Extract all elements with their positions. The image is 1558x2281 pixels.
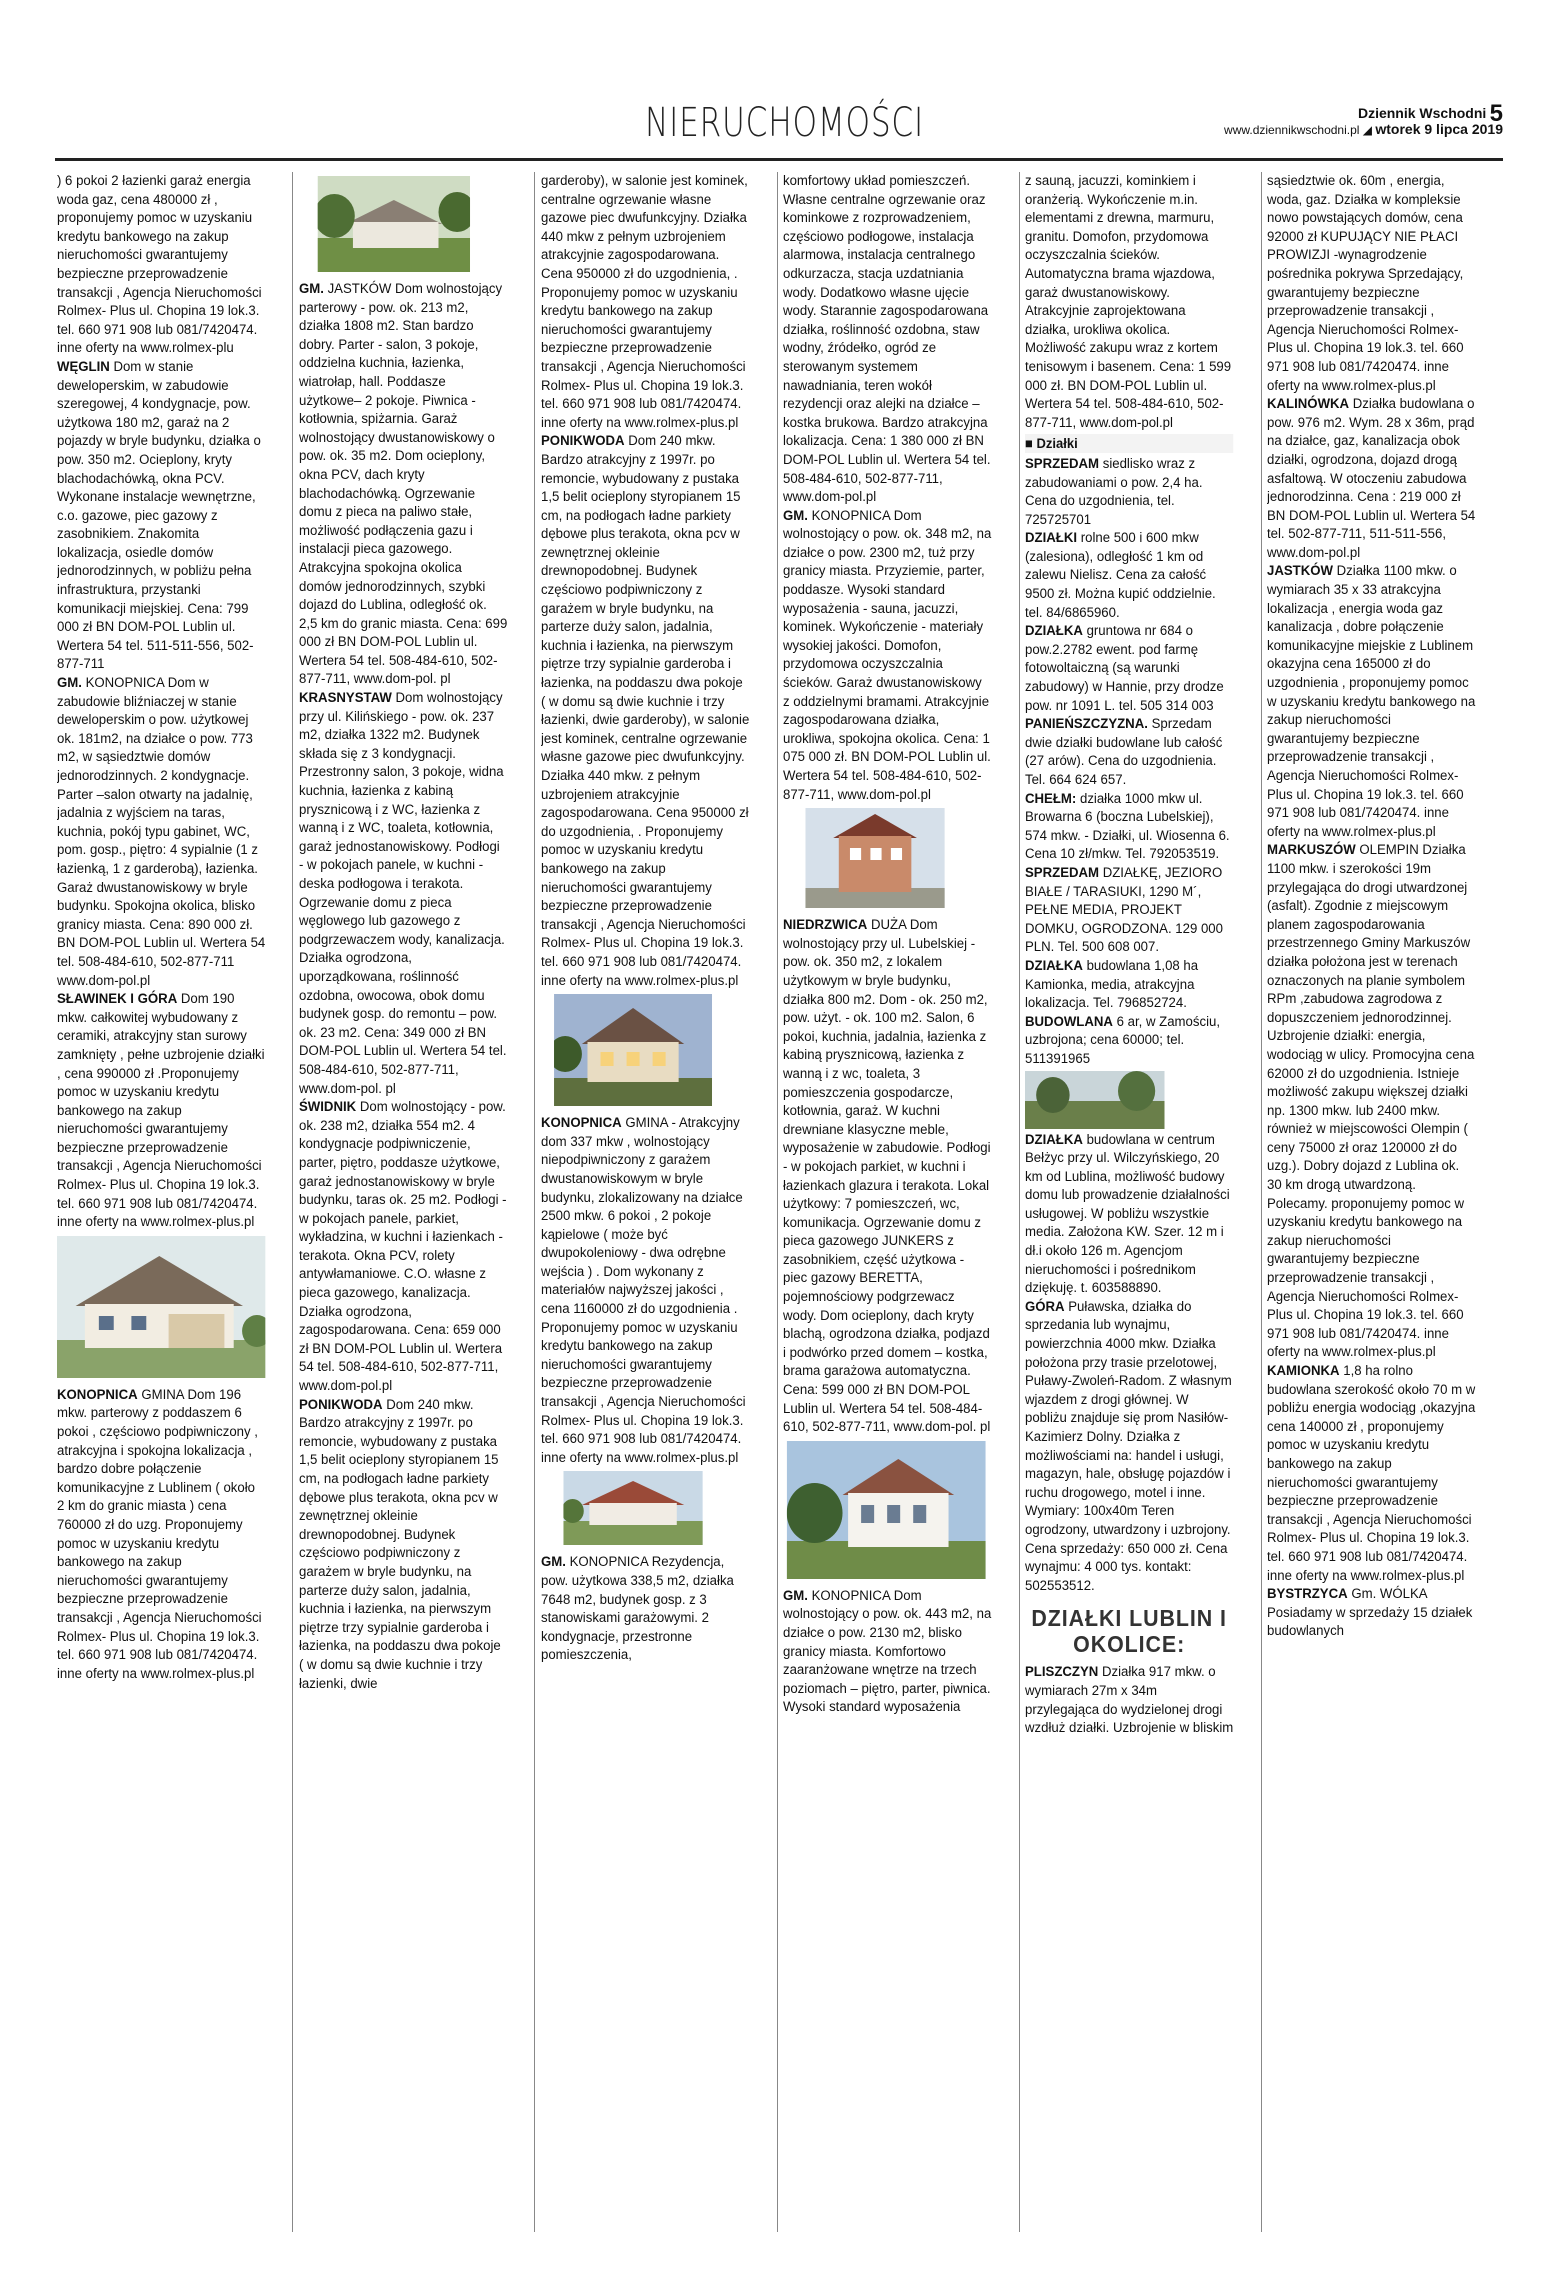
listing: GM. KONOPNICA Rezydencja, pow. użytkowa 338,5 m2, działka 7648 m2, budynek gosp. z 3 stanowiskami garażowymi. 2 kondygnacje, przestronne pomieszczenia,	[541, 1554, 734, 1664]
house-photo	[57, 1236, 265, 1378]
listing-text: sąsiedztwie ok. 60m , energia, woda, gaz. Działka w kompleksie nowo powstających domów, cena 92000 zł KUPUJĄCY NIE PŁACI PROWIZJI -wynagrodzenie pośrednika pokrywa Sprzedający, gwarantujemy bezpieczne przeprowadzenie transakcji , Agencja Nieruchomości Rolmex- Plus ul. Chopina 19 lok.3. tel. 660 971 908 lub 081/7420474. inne oferty na www.rolmex-plus.pl	[1267, 173, 1464, 394]
listing: KAMIONKA 1,8 ha rolno budowlana szerokość około 70 m w pobliżu energia wodociąg ,okazyjna cena 140000 zł , proponujemy pomoc w uzyskaniu kredytu bankowego na zakup nieruchomości gwarantujemy bezpieczne przeprowadzenie transakcji , Agencja Nieruchomości Rolmex- Plus ul. Chopina 19 lok.3. tel. 660 971 908 lub 081/7420474. inne oferty na www.rolmex-plus.pl	[1267, 1363, 1476, 1584]
listing: PANIEŃSZCZYZNA. Sprzedam dwie działki budowlane lub całość (27 arów). Cena do uzgodnienia. Tel. 664 624 657.	[1025, 716, 1223, 788]
column-5	[1025, 172, 1233, 2232]
listing-text: komfortowy układ pomieszczeń. Własne centralne ogrzewanie oraz kominkowe z rozprowadzeniem, częściowo podłogowe, instalacja alarmowa, instalacja centralnego odkurzacza, stacja uzdatniania wody. Dodatkowo własne ujęcie wody. Starannie zagospodarowana działka, roślinność ozdobna, staw wodny, źródełko, ogród ze sterowanym systemem nawadniania, teren wokół rezydencji oraz alejki na działce – kostka brukowa. Bardzo atrakcyjna lokalizacja. Cena: 1 380 000 zł BN DOM-POL Lublin ul. Wertera 54 tel. 508-484-610, 502-877-711, www.dom-pol.pl	[783, 173, 991, 506]
listing: KRASNYSTAW Dom wolnostojący przy ul. Kilińskiego - pow. ok. 237 m2, działka 1322 m2. Budynek składa się z 3 kondygnacji. Przestronny salon, 3 pokoje, widna kuchnia, łazienka z kabiną prysznicową i z WC, łazienka z wanną i z WC, toaleta, kotłownia, garaż jednostanowiskowy. Podłogi - w pokojach panele, w kuchni - deska podłogowa i terakota. Ogrzewanie domu z pieca węglowego lub gazowego z podgrzewaczem wody, kanalizacja. Działka ogrodzona, uporządkowana, roślinność ozdobna, owocowa, obok domu budynek gosp. do remontu – pow. ok. 23 m2. Cena: 349 000 zł BN DOM-POL Lublin ul. Wertera 54 tel. 508-484-610, 502-877-711, www.dom-pol. pl	[299, 690, 507, 1097]
issue-date: wtorek 9 lipca 2019	[1375, 121, 1503, 137]
section-header: ■ Działki	[1025, 434, 1233, 453]
section-heading: DZIAŁKI LUBLIN I OKOLICE:	[1031, 1605, 1227, 1658]
column-6	[1267, 172, 1475, 2232]
brand-block	[1224, 100, 1503, 138]
house-photo	[787, 1441, 986, 1579]
header-rule	[55, 158, 1503, 161]
listing: PONIKWODA Dom 240 mkw. Bardzo atrakcyjny z 1997r. po remoncie, wybudowany z pustaka 1,5 belit ocieplony styropianem 15 cm, na podłogach ładne parkiety dębowe plus terakota, okna pcv w zewnętrznej okleinie drewnopodobnej. Budynek częściowo podpiwniczony z garażem w bryle budynku, na parterze duży salon, jadalnia, kuchnia i łazienka, na pierwszym piętrze trzy sypialnie garderoba i łazienka, na poddaszu dwa pokoje ( w domu są dwie kuchnie i trzy łazienki, dwie garderoby), w salonie jest kominek, centralne ogrzewanie własne gazowe piec dwufunkcyjny. Działka 440 mkw. z pełnym uzbrojeniem atrakcyjnie zagospodarowana. Cena 950000 zł do uzgodnienia, . Proponujemy pomoc w uzyskaniu kredytu bankowego na zakup nieruchomości gwarantujemy bezpieczne przeprowadzenie transakcji , Agencja Nieruchomości Rolmex- Plus ul. Chopina 19 lok.3. tel. 660 971 908 lub 081/7420474. inne oferty na www.rolmex-plus.pl	[541, 433, 750, 989]
listing: WĘGLIN Dom w stanie deweloperskim, w zabudowie szeregowej, 4 kondygnacje, pow. użytkowa 180 m2, garaż na 2 pojazdy w bryle budynku, działka o pow. 350 m2. Ocieplony, kryty blachodachówką, okna PCV. Wykonane instalacje wewnętrzne, c.o. gazowe, piec gazowy z zasobnikiem. Znakomita lokalizacja, osiedle domów jednorodzinnych, w pobliżu pełna infrastruktura, przystanki komunikacji miejskiej. Cena: 799 000 zł BN DOM-POL Lublin ul. Wertera 54 tel. 511-511-556, 502-877-711	[57, 358, 261, 673]
land-photo	[1025, 1071, 1165, 1129]
section-title: NIERUCHOMOŚCI	[645, 100, 924, 146]
newspaper-name: Dziennik Wschodni	[1357, 105, 1487, 121]
listing: ŚWIDNIK Dom wolnostojący - pow. ok. 238 m2, działka 554 m2. 4 kondygnacje podpiwniczenie, parter, piętro, poddasze użytkowe, garaż jednostanowiskowy w bryle budynku, taras ok. 25 m2. Podłogi - w pokojach panele, parkiet, wykładzina, w kuchni i łazienkach - terakota. Okna PCV, rolety antywłamaniowe. C.O. własne z pieca gazowego, kanalizacja. Działka ogrodzona, zagospodarowana. Cena: 659 000 zł BN DOM-POL Lublin ul. Wertera 54 tel. 508-484-610, 502-877-711, www.dom-pol.pl	[299, 1099, 507, 1395]
listing: KONOPNICA GMINA Dom 196 mkw. parterowy z poddaszem 6 pokoi , częściowo podpiwniczony , atrakcyjna i spokojna lokalizacja , bardzo dobre połączenie komunikacyjne z Lublinem ( około 2 km do granic miasta ) cena 760000 zł do uzg. Proponujemy pomoc w uzyskaniu kredytu bankowego na zakup nieruchomości gwarantujemy bezpieczne przeprowadzenie transakcji , Agencja Nieruchomości Rolmex- Plus ul. Chopina 19 lok.3. tel. 660 971 908 lub 081/7420474. inne oferty na www.rolmex-plus.pl	[57, 1386, 262, 1682]
listing: GÓRA Puławska, działka do sprzedania lub wynajmu, powierzchnia 4000 mkw. Działka położona przy trasie przelotowej, Puławy-Zwoleń-Radom. Z własnym wjazdem z drogi głównej. W pobliżu znajduje się prom Nasiłów-Kazimierz Dolny. Działka z możliwościami na: handel i usługi, magazyn, hale, obsługę pojazdów i ruchu drogowego, motel i inne. Wymiary: 100x40m Teren ogrodzony, utwardzony i uzbrojony. Cena sprzedaży: 650 000 zł. Cena wynajmu: 4 000 tys. kontakt: 502553512.	[1025, 1298, 1232, 1594]
listing: DZIAŁKI rolne 500 i 600 mkw (zalesiona), odległość 1 km od zalewu Nielisz. Cena za całość 9500 zł. Można kupić oddzielnie. tel. 84/6865960.	[1025, 530, 1216, 621]
listing: CHEŁM: działka 1000 mkw ul. Browarna 6 (boczna Lubelskiej), 574 mkw. - Działki, ul. Wiosenna 6. Cena 10 zł/mkw. Tel. 792053519.	[1025, 790, 1230, 863]
column-4	[783, 172, 991, 2232]
listing: KALINÓWKA Działka budowlana o pow. 976 m2. Wym. 28 x 36m, prąd na działce, gaz, kanalizacja obok działki, ogrodzona, dojazd drogą asfaltową. W otoczeniu zabudowa jednorodzinna. Cena : 219 000 zł BN DOM-POL Lublin ul. Wertera 54 tel. 502-877-711, 511-511-556, www.dom-pol.pl	[1267, 396, 1476, 561]
column-divider	[534, 172, 535, 2232]
house-photo	[554, 994, 712, 1106]
listing: KONOPNICA GMINA - Atrakcyjny dom 337 mkw , wolnostojący niepodpiwniczony z garażem dwustanowiskowym w bryle budynku, zlokalizowany na działce 2500 mkw. 6 pokoi , 2 pokoje kąpielowe ( może być dwupokoleniowy - dwa odrębne wejścia ) . Dom wykonany z materiałów najwyższej jakości , cena 1160000 zł do uzgodnienia . Proponujemy pomoc w uzyskaniu kredytu bankowego na zakup nieruchomości gwarantujemy bezpieczne przeprowadzenie transakcji , Agencja Nieruchomości Rolmex- Plus ul. Chopina 19 lok.3. tel. 660 971 908 lub 081/7420474. inne oferty na www.rolmex-plus.pl	[541, 1115, 746, 1466]
square-icon: ■	[1025, 435, 1033, 452]
column-1	[57, 172, 265, 2232]
listing: SŁAWINEK I GÓRA Dom 190 mkw. całkowitej wybudowany z ceramiki, atrakcyjny stan surowy zamknięty , pełne uzbrojenie działki , cena 990000 zł .Proponujemy pomoc w uzyskaniu kredytu bankowego na zakup nieruchomości gwarantujemy bezpieczne przeprowadzenie transakcji , Agencja Nieruchomości Rolmex- Plus ul. Chopina 19 lok.3. tel. 660 971 908 lub 081/7420474. inne oferty na www.rolmex-plus.pl	[57, 991, 265, 1231]
listing: PLISZCZYN Działka 917 mkw. o wymiarach 27m x 34m przylegająca do wydzielonej drogi wzdłuż działki. Uzbrojenie w bliskim	[1025, 1664, 1234, 1737]
newspaper-url[interactable]: www.dziennikwschodni.pl	[1224, 123, 1360, 137]
listing: SPRZEDAM DZIAŁKĘ, JEZIORO BIAŁE / TARASIUKI, 1290 M´, PEŁNE MEDIA, PROJEKT DOMKU, OGRODZONA. 129 000 PLN. Tel. 500 608 007.	[1025, 864, 1223, 956]
column-divider	[1261, 172, 1262, 2232]
page-number: 5	[1489, 100, 1503, 127]
house-photo	[318, 176, 471, 272]
listing: GM. JASTKÓW Dom wolnostojący parterowy - pow. ok. 213 m2, działka 1808 m2. Stan bardzo dobry. Parter - salon, 3 pokoje, oddzielna kuchnia, łazienka, wiatrołap, hall. Poddasze użytkowe– 2 pokoje. Piwnica - kotłownia, spiżarnia. Garaż wolnostojący dwustanowiskowy o pow. ok. 35 m2. Dom ocieplony, okna PCV, dach kryty blachodachówką. Ogrzewanie domu z pieca na paliwo stałe, możliwość podłączenia gazu i instalacji pieca gazowego. Atrakcyjna spokojna okolica domów jednorodzinnych, szybki dojazd do Lublina, odległość ok. 2,5 km do granic miasta. Cena: 699 000 zł BN DOM-POL Lublin ul. Wertera 54 tel. 508-484-610, 502-877-711, www.dom-pol. pl	[299, 281, 508, 688]
listing: GM. KONOPNICA Dom wolnostojący o pow. ok. 348 m2, na działce o pow. 2300 m2, tuż przy granicy miasta. Przyziemie, parter, poddasze. Wysoki standard wyposażenia - sauna, jacuzzi, kominek. Wykończenie - materiały wysokiej jakości. Domofon, przydomowa oczyszczalnia ścieków. Garaż dwustanowiskowy z oddzielnymi bramami. Atrakcyjnie zagospodarowana działka, urokliwa, spokojna okolica. Cena: 1 075 000 zł. BN DOM-POL Lublin ul. Wertera 54 tel. 508-484-610, 502-877-711, www.dom-pol.pl	[783, 507, 992, 803]
listing: BYSTRZYCA Gm. WÓLKA Posiadamy w sprzedaży 15 działek budowlanych	[1267, 1586, 1473, 1640]
column-divider	[1019, 172, 1020, 2232]
arrow-icon: ◢	[1362, 123, 1373, 137]
listing: SPRZEDAM siedlisko wraz z zabudowaniami o pow. 2,4 ha. Cena do uzgodnienia, tel. 725725701	[1025, 455, 1203, 528]
listing-text: z sauną, jacuzzi, kominkiem i oranżerią. Wykończenie m.in. elementami z drewna, marmuru, granitu. Domofon, przydomowa oczyszczalnia ścieków. Automatyczna brama wjazdowa, garaż dwustanowiskowy. Atrakcyjnie zaprojektowana działka, urokliwa okolica. Możliwość zakupu wraz z kortem tenisowym i basenem. Cena: 1 599 000 zł. BN DOM-POL Lublin ul. Wertera 54 tel. 508-484-610, 502-877-711, www.dom-pol.pl	[1025, 173, 1232, 431]
listing: GM. KONOPNICA Dom w zabudowie bliźniaczej w stanie deweloperskim o pow. użytkowej ok. 181m2, na działce o pow. 773 m2, w sąsiedztwie domów jednorodzinnych. 2 kondygnacje. Parter –salon otwarty na jadalnię, jadalnia z wyjściem na taras, kuchnia, pokój typu gabinet, WC, pom. gosp., piętro: 4 sypialnie (1 z łazienką, 1 z garderobą), łazienka. Garaż dwustanowiskowy w bryle budynku. Spokojna okolica, blisko granicy miasta. Cena: 890 000 zł. BN DOM-POL Lublin ul. Wertera 54 tel. 508-484-610, 502-877-711 www.dom-pol.pl	[57, 675, 266, 989]
column-divider	[292, 172, 293, 2232]
house-photo	[563, 1471, 703, 1545]
listing: JASTKÓW Działka 1100 mkw. o wymiarach 35 x 33 atrakcyjna lokalizacja , energia woda gaz kanalizacja , dobre połączenie komunikacyjne miejskie z Lublinem okazyjna cena 165000 zł do uzgodnienia , proponujemy pomoc w uzyskaniu kredytu bankowego na zakup nieruchomości gwarantujemy bezpieczne przeprowadzenie transakcji , Agencja Nieruchomości Rolmex- Plus ul. Chopina 19 lok.3. tel. 660 971 908 lub 081/7420474. inne oferty na www.rolmex-plus.pl	[1267, 563, 1476, 840]
house-photo	[805, 808, 945, 908]
listing: DZIAŁKA gruntowa nr 684 o pow.2.2782 ewent. pod farmę fotowoltaiczną (są warunki zabudowy) w Hannie, przy drodze pow. nr 1091 L. tel. 505 314 003	[1025, 623, 1224, 714]
column-2	[299, 172, 507, 2232]
listing: NIEDRZWICA DUŻA Dom wolnostojący przy ul. Lubelskiej - pow. ok. 350 m2, z lokalem użytkowym w bryle budynku, działka 800 m2. Dom - ok. 250 m2, pow. użyt. - ok. 100 m2. Salon, 6 pokoi, kuchnia, jadalnia, łazienka z kabiną prysznicową, łazienka z wanną i z wc, toaleta, 3 pomieszczenia gospodarcze, kotłownia, garaż. W kuchni drewniane klasyczne meble, wyposażenie w zabudowie. Podłogi - w pokojach parkiet, w kuchni i łazienkach glazura i terakota. Lokal użytkowy: 7 pomieszczeń, wc, komunikacja. Ogrzewanie domu z pieca gazowego JUNKERS z zasobnikiem, część użytkowa - piec gazowy BERETTA, pojemnościowy podgrzewacz wody. Dom ocieplony, dach kryty blachą, ogrodzona działka, podjazd i podwórko przed domem – kostka, brama garażowa automatyczna. Cena: 599 000 zł BN DOM-POL Lublin ul. Wertera 54 tel. 508-484-610, 502-877-711, www.dom-pol. pl	[783, 917, 991, 1436]
listing: MARKUSZÓW OLEMPIN Działka 1100 mkw. i szerokości 19m przylegająca do drogi utwardzonej (asfalt). Zgodnie z miejscowym planem zagospodarowania przestrzennego Gminy Markuszów działka położona jest w terenach oznaczonych na planie symbolem RPm ,zabudowa zagrodowa z dopuszczeniem jednorodzinnej. Uzbrojenie działki: energia, wodociąg w ulicy. Promocyjna cena 62000 zł do uzgodnienia. Istnieje możliwość zakupu większej działki np. 1300 mkw. lub 2400 mkw. również w miejscowości Olempin ( ceny 75000 zł oraz 120000 zł do uzg.). Dobry dojazd z Lublina ok. 30 km drogą utwardzoną. Polecamy. proponujemy pomoc w uzyskaniu kredytu bankowego na zakup nieruchomości gwarantujemy bezpieczne przeprowadzenie transakcji , Agencja Nieruchomości Rolmex- Plus ul. Chopina 19 lok.3. tel. 660 971 908 lub 081/7420474. inne oferty na www.rolmex-plus.pl	[1267, 842, 1475, 1361]
listing: GM. KONOPNICA Dom wolnostojący o pow. ok. 443 m2, na działce o pow. 2130 m2, blisko granicy miasta. Komfortowo zaaranżowane wnętrze na trzech poziomach – piętro, parter, piwnica. Wysoki standard wyposażenia	[783, 1587, 992, 1716]
classifieds-columns	[55, 172, 1503, 2232]
listing-text: ) 6 pokoi 2 łazienki garaż energia woda gaz, cena 480000 zł , proponujemy pomoc w uzyskaniu kredytu bankowego na zakup nieruchomości gwarantujemy bezpieczne przeprowadzenie transakcji , Agencja Nieruchomości Rolmex- Plus ul. Chopina 19 lok.3. tel. 660 971 908 lub 081/7420474. inne oferty na www.rolmex-plu	[57, 173, 262, 357]
listing: DZIAŁKA budowlana 1,08 ha Kamionka, media, atrakcyjna lokalizacja. Tel. 796852724.	[1025, 957, 1199, 1012]
listing: PONIKWODA Dom 240 mkw. Bardzo atrakcyjny z 1997r. po remoncie, wybudowany z pustaka 1,5 belit ocieplony styropianem 15 cm, na podłogach ładne parkiety dębowe plus terakota, okna pcv w zewnętrznej okleinie drewnopodobnej. Budynek częściowo podpiwniczony z garażem w bryle budynku, na parterze duży salon, jadalnia, kuchnia i łazienka, na pierwszym piętrze trzy sypialnie garderoba i łazienka, na poddaszu dwa pokoje ( w domu są dwie kuchnie i trzy łazienki, dwie	[299, 1396, 501, 1692]
column-3	[541, 172, 749, 2232]
masthead	[55, 100, 1503, 162]
listing-text: garderoby), w salonie jest kominek, centralne ogrzewanie własne gazowe piec dwufunkcyjny. Działka 440 mkw z pełnym uzbrojeniem atrakcyjnie zagospodarowana. Cena 950000 zł do uzgodnienia, . Proponujemy pomoc w uzyskaniu kredytu bankowego na zakup nieruchomości gwarantujemy bezpieczne przeprowadzenie transakcji , Agencja Nieruchomości Rolmex- Plus ul. Chopina 19 lok.3. tel. 660 971 908 lub 081/7420474. inne oferty na www.rolmex-plus.pl	[541, 173, 748, 431]
column-divider	[777, 172, 778, 2232]
listing: BUDOWLANA 6 ar, w Zamościu, uzbrojona; cena 60000; tel. 511391965	[1025, 1013, 1221, 1067]
listing: DZIAŁKA budowlana w centrum Bełżyc przy ul. Wilczyńskiego, 20 km od Lublina, możliwość budowy domu lub prowadzenie działalności usługowej. W pobliżu wszystkie media. Założona KW. Szer. 12 m i dł.i około 126 m. Agencjom nieruchomości i pośrednikom dziękuję. t. 603588890.	[1025, 1131, 1230, 1297]
